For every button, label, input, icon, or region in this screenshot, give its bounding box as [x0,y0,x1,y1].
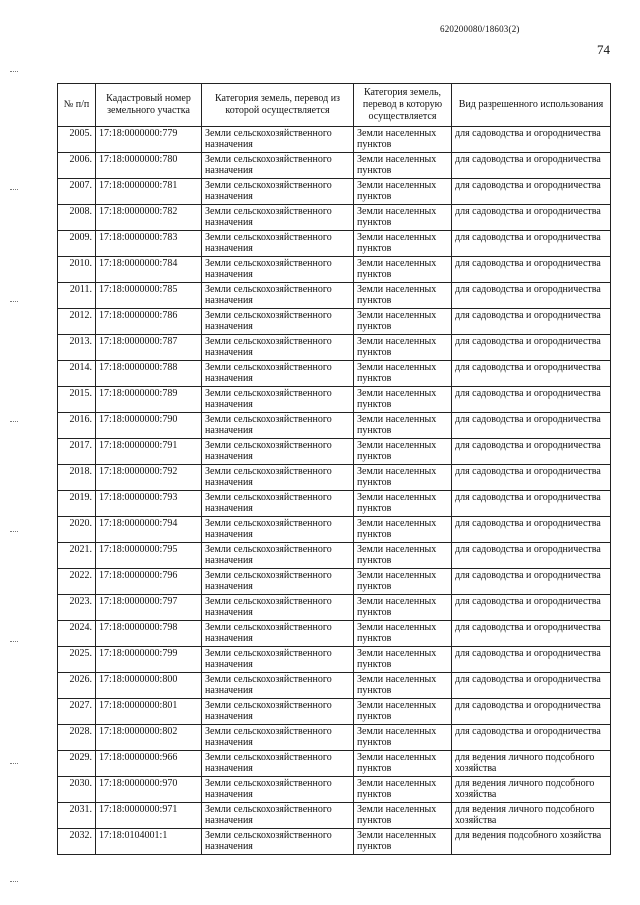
row-number-cell: 2023. [58,595,96,621]
table-row [58,413,611,439]
table-row [58,283,611,309]
row-number-cell: 2014. [58,361,96,387]
table-row [58,231,611,257]
table-row [58,595,611,621]
permitted-use-cell: для садоводства и огородничества [452,491,611,517]
row-number-cell: 2012. [58,309,96,335]
category-to-cell: Земли населенных пунктов [354,647,452,673]
cadastral-number-cell: 17:18:0000000:795 [96,543,202,569]
cadastral-number-cell: 17:18:0000000:791 [96,439,202,465]
permitted-use-cell: для ведения личного подсобного хозяйства [452,751,611,777]
cadastral-number-cell: 17:18:0000000:970 [96,777,202,803]
column-header-cadastral: Кадастровый номер земельного участка [96,84,202,127]
permitted-use-cell: для садоводства и огородничества [452,465,611,491]
category-from-cell: Земли сельскохозяйственного назначения [202,127,354,153]
category-from-cell: Земли сельскохозяйственного назначения [202,517,354,543]
category-from-cell: Земли сельскохозяйственного назначения [202,543,354,569]
category-to-cell: Земли населенных пунктов [354,725,452,751]
permitted-use-cell: для садоводства и огородничества [452,699,611,725]
row-number-cell: 2010. [58,257,96,283]
permitted-use-cell: для садоводства и огородничества [452,569,611,595]
category-from-cell: Земли сельскохозяйственного назначения [202,621,354,647]
table-row [58,569,611,595]
category-to-cell: Земли населенных пунктов [354,127,452,153]
cadastral-number-cell: 17:18:0000000:794 [96,517,202,543]
cadastral-number-cell: 17:18:0000000:789 [96,387,202,413]
category-from-cell: Земли сельскохозяйственного назначения [202,803,354,829]
permitted-use-cell: для садоводства и огородничества [452,413,611,439]
table-row [58,361,611,387]
category-to-cell: Земли населенных пунктов [354,465,452,491]
row-number-cell: 2020. [58,517,96,543]
table-row [58,699,611,725]
permitted-use-cell: для садоводства и огородничества [452,725,611,751]
category-to-cell: Земли населенных пунктов [354,517,452,543]
permitted-use-cell: для садоводства и огородничества [452,335,611,361]
category-from-cell: Земли сельскохозяйственного назначения [202,387,354,413]
category-to-cell: Земли населенных пунктов [354,803,452,829]
cadastral-number-cell: 17:18:0000000:792 [96,465,202,491]
table-row [58,465,611,491]
permitted-use-cell: для ведения личного подсобного хозяйства [452,777,611,803]
row-number-cell: 2018. [58,465,96,491]
permitted-use-cell: для садоводства и огородничества [452,309,611,335]
row-number-cell: 2006. [58,153,96,179]
table-row [58,621,611,647]
category-from-cell: Земли сельскохозяйственного назначения [202,153,354,179]
cadastral-number-cell: 17:18:0000000:779 [96,127,202,153]
table-row [58,205,611,231]
category-to-cell: Земли населенных пунктов [354,829,452,855]
row-number-cell: 2017. [58,439,96,465]
permitted-use-cell: для ведения личного подсобного хозяйства [452,803,611,829]
cadastral-number-cell: 17:18:0000000:800 [96,673,202,699]
cadastral-number-cell: 17:18:0000000:797 [96,595,202,621]
table-header-row [58,84,611,127]
table-row [58,439,611,465]
category-from-cell: Земли сельскохозяйственного назначения [202,465,354,491]
permitted-use-cell: для ведения подсобного хозяйства [452,829,611,855]
cadastral-number-cell: 17:18:0104001:1 [96,829,202,855]
category-to-cell: Земли населенных пунктов [354,595,452,621]
permitted-use-cell: для садоводства и огородничества [452,647,611,673]
row-number-cell: 2021. [58,543,96,569]
table-row [58,153,611,179]
row-number-cell: 2031. [58,803,96,829]
category-to-cell: Земли населенных пунктов [354,543,452,569]
cadastral-number-cell: 17:18:0000000:787 [96,335,202,361]
cadastral-number-cell: 17:18:0000000:801 [96,699,202,725]
row-number-cell: 2024. [58,621,96,647]
cadastral-number-cell: 17:18:0000000:799 [96,647,202,673]
permitted-use-cell: для садоводства и огородничества [452,621,611,647]
permitted-use-cell: для садоводства и огородничества [452,595,611,621]
category-from-cell: Земли сельскохозяйственного назначения [202,751,354,777]
row-number-cell: 2028. [58,725,96,751]
category-from-cell: Земли сельскохозяйственного назначения [202,309,354,335]
category-to-cell: Земли населенных пунктов [354,621,452,647]
cadastral-number-cell: 17:18:0000000:780 [96,153,202,179]
table-row [58,725,611,751]
permitted-use-cell: для садоводства и огородничества [452,127,611,153]
permitted-use-cell: для садоводства и огородничества [452,517,611,543]
margin-mark [10,188,18,192]
table-row [58,751,611,777]
category-to-cell: Земли населенных пунктов [354,491,452,517]
category-from-cell: Земли сельскохозяйственного назначения [202,283,354,309]
cadastral-number-cell: 17:18:0000000:781 [96,179,202,205]
category-from-cell: Земли сельскохозяйственного назначения [202,699,354,725]
cadastral-number-cell: 17:18:0000000:796 [96,569,202,595]
cadastral-number-cell: 17:18:0000000:785 [96,283,202,309]
cadastral-number-cell: 17:18:0000000:786 [96,309,202,335]
permitted-use-cell: для садоводства и огородничества [452,283,611,309]
category-from-cell: Земли сельскохозяйственного назначения [202,725,354,751]
margin-mark [10,640,18,644]
category-from-cell: Земли сельскохозяйственного назначения [202,205,354,231]
category-to-cell: Земли населенных пунктов [354,751,452,777]
row-number-cell: 2008. [58,205,96,231]
category-from-cell: Земли сельскохозяйственного назначения [202,595,354,621]
row-number-cell: 2029. [58,751,96,777]
table-row [58,647,611,673]
category-to-cell: Земли населенных пунктов [354,283,452,309]
row-number-cell: 2019. [58,491,96,517]
category-from-cell: Земли сельскохозяйственного назначения [202,673,354,699]
category-to-cell: Земли населенных пунктов [354,153,452,179]
permitted-use-cell: для садоводства и огородничества [452,205,611,231]
category-from-cell: Земли сельскохозяйственного назначения [202,569,354,595]
row-number-cell: 2025. [58,647,96,673]
category-from-cell: Земли сельскохозяйственного назначения [202,361,354,387]
row-number-cell: 2007. [58,179,96,205]
row-number-cell: 2027. [58,699,96,725]
row-number-cell: 2009. [58,231,96,257]
category-from-cell: Земли сельскохозяйственного назначения [202,257,354,283]
table-row [58,803,611,829]
permitted-use-cell: для садоводства и огородничества [452,673,611,699]
column-header-permitted-use: Вид разрешенного использования [452,84,611,127]
category-from-cell: Земли сельскохозяйственного назначения [202,439,354,465]
category-from-cell: Земли сельскохозяйственного назначения [202,777,354,803]
table-row [58,179,611,205]
category-from-cell: Земли сельскохозяйственного назначения [202,647,354,673]
cadastral-number-cell: 17:18:0000000:782 [96,205,202,231]
margin-mark [10,70,18,74]
category-to-cell: Земли населенных пунктов [354,361,452,387]
cadastral-number-cell: 17:18:0000000:790 [96,413,202,439]
row-number-cell: 2030. [58,777,96,803]
cadastral-number-cell: 17:18:0000000:793 [96,491,202,517]
category-to-cell: Земли населенных пунктов [354,569,452,595]
category-to-cell: Земли населенных пунктов [354,335,452,361]
margin-mark [10,762,18,766]
category-from-cell: Земли сельскохозяйственного назначения [202,231,354,257]
cadastral-number-cell: 17:18:0000000:966 [96,751,202,777]
category-to-cell: Земли населенных пунктов [354,439,452,465]
table-row [58,673,611,699]
permitted-use-cell: для садоводства и огородничества [452,257,611,283]
cadastral-number-cell: 17:18:0000000:788 [96,361,202,387]
permitted-use-cell: для садоводства и огородничества [452,387,611,413]
column-header-category-from: Категория земель, перевод из которой осуществляется [202,84,354,127]
table-row [58,543,611,569]
category-from-cell: Земли сельскохозяйственного назначения [202,335,354,361]
permitted-use-cell: для садоводства и огородничества [452,439,611,465]
table-row [58,777,611,803]
permitted-use-cell: для садоводства и огородничества [452,153,611,179]
column-header-number: № п/п [58,84,96,127]
category-to-cell: Земли населенных пунктов [354,699,452,725]
margin-mark [10,880,18,884]
margin-mark [10,530,18,534]
row-number-cell: 2032. [58,829,96,855]
cadastral-number-cell: 17:18:0000000:783 [96,231,202,257]
row-number-cell: 2013. [58,335,96,361]
category-to-cell: Земли населенных пунктов [354,309,452,335]
land-transfer-table [57,83,611,855]
category-to-cell: Земли населенных пунктов [354,205,452,231]
category-to-cell: Земли населенных пунктов [354,777,452,803]
category-to-cell: Земли населенных пунктов [354,673,452,699]
margin-mark [10,300,18,304]
table-row [58,387,611,413]
cadastral-number-cell: 17:18:0000000:798 [96,621,202,647]
category-from-cell: Земли сельскохозяйственного назначения [202,491,354,517]
row-number-cell: 2011. [58,283,96,309]
cadastral-number-cell: 17:18:0000000:971 [96,803,202,829]
table-row [58,517,611,543]
table-row [58,309,611,335]
page-number: 74 [597,42,610,57]
permitted-use-cell: для садоводства и огородничества [452,231,611,257]
document-id: 620200080/18603(2) [440,24,520,34]
table-row [58,257,611,283]
permitted-use-cell: для садоводства и огородничества [452,361,611,387]
category-to-cell: Земли населенных пунктов [354,387,452,413]
table-row [58,335,611,361]
table-row [58,127,611,153]
category-to-cell: Земли населенных пунктов [354,257,452,283]
margin-mark [10,420,18,424]
category-from-cell: Земли сельскохозяйственного назначения [202,179,354,205]
permitted-use-cell: для садоводства и огородничества [452,543,611,569]
table-row [58,491,611,517]
row-number-cell: 2026. [58,673,96,699]
category-from-cell: Земли сельскохозяйственного назначения [202,829,354,855]
cadastral-number-cell: 17:18:0000000:784 [96,257,202,283]
table-row [58,829,611,855]
cadastral-number-cell: 17:18:0000000:802 [96,725,202,751]
category-to-cell: Земли населенных пунктов [354,413,452,439]
row-number-cell: 2015. [58,387,96,413]
category-to-cell: Земли населенных пунктов [354,179,452,205]
row-number-cell: 2016. [58,413,96,439]
row-number-cell: 2022. [58,569,96,595]
category-from-cell: Земли сельскохозяйственного назначения [202,413,354,439]
row-number-cell: 2005. [58,127,96,153]
category-to-cell: Земли населенных пунктов [354,231,452,257]
column-header-category-to: Категория земель, перевод в которую осуществляется [354,84,452,127]
permitted-use-cell: для садоводства и огородничества [452,179,611,205]
